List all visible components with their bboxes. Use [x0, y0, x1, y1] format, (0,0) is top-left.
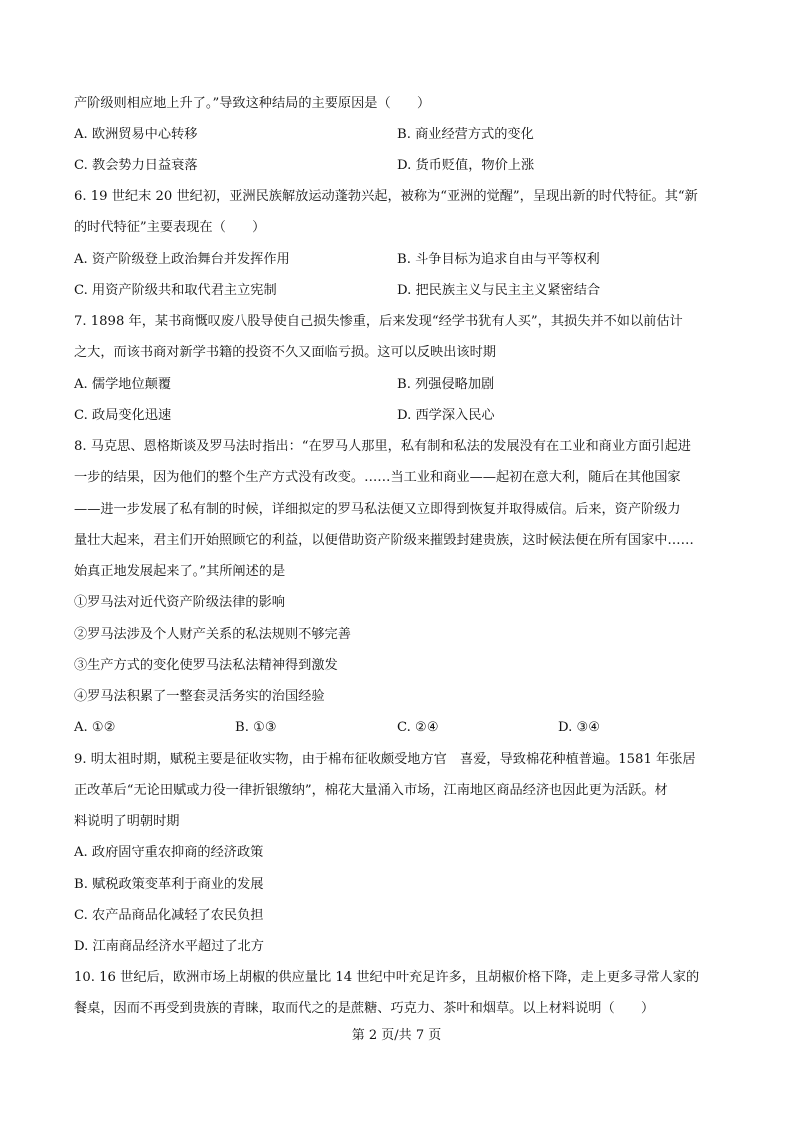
- option-a: A. 欧洲贸易中心转移: [74, 127, 198, 142]
- text-line: 产阶级则相应地上升了。”导致这种结局的主要原因是（ ）: [74, 96, 431, 111]
- option-a: A. ①②: [74, 720, 116, 735]
- option-b: B. 斗争目标为追求自由与平等权利: [397, 252, 600, 267]
- option-d: D. 货币贬值，物价上涨: [397, 158, 535, 173]
- option-a: A. 资产阶级登上政治舞台并发挥作用: [74, 252, 290, 267]
- option-a: A. 政府固守重农抑商的经济政策: [74, 845, 264, 860]
- text-line: 一步的结果，因为他们的整个生产方式没有改变。……当工业和商业——起初在意大利，随后在其他国家: [74, 470, 681, 485]
- statement-4: ④罗马法积累了一整套灵活务实的治国经验: [74, 689, 325, 704]
- statement-2: ②罗马法涉及个人财产关系的私法规则不够完善: [74, 627, 351, 642]
- text-line: 始真正地发展起来了。”其所阐述的是: [74, 564, 286, 579]
- option-c: C. ②④: [397, 720, 439, 735]
- question-6: 6. 19 世纪末 20 世纪初，亚洲民族解放运动蓬勃兴起，被称为“亚洲的觉醒”，呈现出新的时代特征。其“新: [74, 189, 698, 204]
- page-footer: 第 2 页/共 7 页: [351, 1028, 442, 1043]
- option-b: B. 商业经营方式的变化: [397, 127, 534, 142]
- question-7: 7. 1898 年，某书商慨叹废八股导使自己损失惨重，后来发现“经学书犹有人买”，其损失并不如以前估计: [74, 314, 683, 329]
- option-b: B. 列强侵略加剧: [397, 377, 495, 392]
- text-line: 量壮大起来，君主们开始照顾它的利益，以便借助资产阶级来摧毁封建贵族，这时候法便在所有国家中……: [74, 533, 694, 548]
- text-line: 正改革后“无论田赋或力役一律折银缴纳”，棉花大量涌入市场，江南地区商品经济也因此更为活跃。材: [74, 783, 668, 798]
- question-8: 8. 马克思、恩格斯谈及罗马法时指出：“在罗马人那里，私有制和私法的发展没有在工业和商业方面引起进: [74, 439, 691, 454]
- option-c: C. 教会势力日益衰落: [74, 158, 198, 173]
- option-d: D. 把民族主义与民主主义紧密结合: [397, 283, 601, 298]
- option-d: D. 江南商品经济水平超过了北方: [74, 939, 264, 954]
- option-b: B. 赋税政策变革利于商业的发展: [74, 877, 264, 892]
- statement-3: ③生产方式的变化使罗马法私法精神得到激发: [74, 658, 338, 673]
- option-a: A. 儒学地位颠覆: [74, 377, 172, 392]
- option-d: D. 西学深入民心: [397, 408, 495, 423]
- statement-1: ①罗马法对近代资产阶级法律的影响: [74, 595, 285, 610]
- option-c: C. 用资产阶级共和取代君主立宪制: [74, 283, 277, 298]
- option-c: C. 农产品商品化减轻了农民负担: [74, 908, 264, 923]
- text-line: 之大，而该书商对新学书籍的投资不久又面临亏损。这可以反映出该时期: [74, 345, 496, 360]
- option-c: C. 政局变化迅速: [74, 408, 172, 423]
- question-10: 10. 16 世纪后，欧洲市场上胡椒的供应量比 14 世纪中叶充足许多，且胡椒价格下降，走上更多寻常人家的: [74, 970, 700, 985]
- option-d: D. ③④: [558, 720, 601, 735]
- text-line: 料说明了明朝时期: [74, 814, 180, 829]
- text-line: ——进一步发展了私有制的时候，详细拟定的罗马私法便又立即得到恢复并取得威信。后来，资产阶级力: [74, 502, 681, 517]
- question-9: 9. 明太祖时期，赋税主要是征收实物，由于棉布征收颇受地方官 喜爱，导致棉花种植普遍。1581 年张居: [74, 752, 696, 767]
- text-line: 的时代特征”主要表现在（ ）: [74, 220, 266, 235]
- option-b: B. ①③: [235, 720, 277, 735]
- text-line: 餐桌，因而不再受到贵族的青睐，取而代之的是蔗糖、巧克力、茶叶和烟草。以上材料说明（ ）: [74, 1001, 655, 1016]
